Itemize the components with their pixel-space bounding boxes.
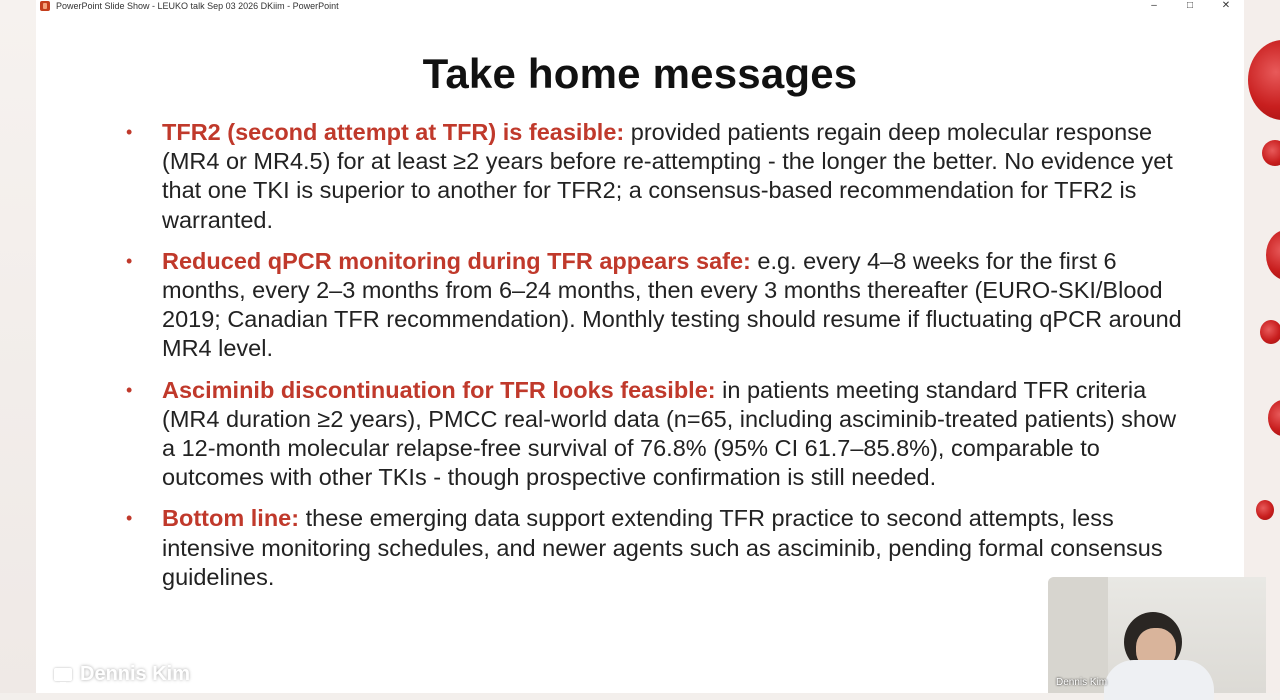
webcam-person-body — [1104, 660, 1214, 700]
powerpoint-icon — [40, 1, 50, 11]
blood-cell-decoration — [1260, 320, 1280, 344]
bullet-marker: • — [126, 379, 133, 400]
blood-cell-decoration — [1248, 40, 1280, 120]
blood-cell-decoration — [1268, 400, 1280, 436]
window-title-bar — [36, 0, 1244, 12]
bullet-list — [36, 118, 1244, 604]
window-title: PowerPoint Slide Show - LEUKO talk Sep 03 2026 DKiim - PowerPoint — [56, 1, 339, 11]
blood-cell-decoration — [1262, 140, 1280, 166]
bullet-item-qpcr — [36, 247, 1244, 364]
bullet-lead: Asciminib discontinuation for TFR looks feasible: — [162, 376, 716, 403]
bullet-text: in patients meeting standard TFR criteria (MR4 duration ≥2 years), PMCC real-world data (n=65, including asciminib-treated patients) show a 12-month molecular relapse-free survival of 76.8% (95% CI 61.7–85.8%), comparable to outcomes with other TKIs - though prospective confirmation is still needed. — [162, 376, 1177, 491]
bullet-lead: Bottom line: — [162, 505, 300, 532]
presenter-name: Dennis Kim — [80, 663, 191, 685]
bullet-marker: • — [126, 122, 133, 142]
bullet-marker: • — [126, 250, 133, 271]
presenter-label — [54, 663, 190, 686]
blood-cell-decoration — [1266, 230, 1280, 280]
webcam-name-label: Dennis Kim — [1056, 677, 1108, 688]
bullet-item-asciminib — [36, 376, 1244, 493]
monitor-icon — [54, 668, 72, 681]
blood-cell-decoration — [1256, 500, 1274, 520]
minimize-button[interactable]: – — [1151, 0, 1157, 11]
webcam-background — [1048, 577, 1108, 693]
background-left-decoration — [0, 0, 36, 693]
bullet-text: e.g. every 4–8 weeks for the first 6 months, every 2–3 months from 6–24 months, then every 3 months thereafter (EURO-SKI/Blood 2019; Canadian TFR recommendation). Monthly testing should resume if fluctuating qPCR around MR4 level. — [162, 247, 1182, 362]
bullet-marker: • — [126, 508, 133, 529]
bullet-text: these emerging data support extending TFR practice to second attempts, less intensive monitoring schedules, and newer agents such as asciminib, pending formal consensus guidelines. — [162, 505, 1163, 590]
slide-title: Take home messages — [422, 50, 858, 97]
maximize-button[interactable]: □ — [1186, 0, 1194, 11]
bullet-item-tfr2 — [36, 118, 1244, 235]
close-button[interactable]: ✕ — [1221, 0, 1231, 11]
window-controls — [1136, 0, 1244, 12]
bullet-text: provided patients regain deep molecular response (MR4 or MR4.5) for at least ≥2 years before re-attempting - the longer the better. No evidence yet that one TKI is superior to another for TFR2; a consensus-based recommendation for TFR2 is warranted. — [162, 119, 1173, 233]
bullet-lead: TFR2 (second attempt at TFR) is feasible: — [162, 119, 625, 145]
bullet-lead: Reduced qPCR monitoring during TFR appears safe: — [162, 247, 751, 274]
